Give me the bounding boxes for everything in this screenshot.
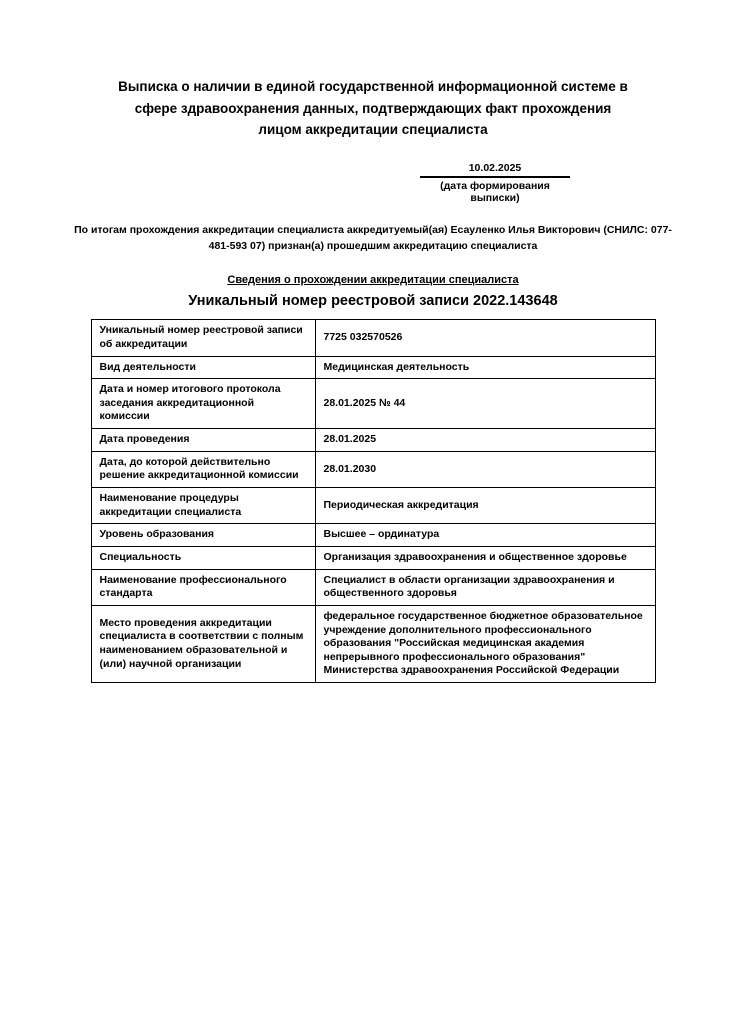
field-label: Дата проведения [91, 429, 315, 452]
field-value: 28.01.2025 № 44 [315, 379, 655, 429]
field-label: Дата и номер итогового протокола заседания аккредитационной комиссии [91, 379, 315, 429]
table-row [91, 379, 655, 429]
table-row [91, 605, 655, 682]
table-row [91, 524, 655, 547]
field-label: Уникальный номер реестровой записи об аккредитации [91, 320, 315, 356]
formation-date-caption: (дата формирования выписки) [440, 179, 550, 204]
field-value: 28.01.2030 [315, 451, 655, 487]
field-value: Периодическая аккредитация [315, 488, 655, 524]
table-row [91, 569, 655, 605]
field-value: Высшее – ординатура [315, 524, 655, 547]
field-label: Наименование профессионального стандарта [91, 569, 315, 605]
field-value: 28.01.2025 [315, 429, 655, 452]
field-label: Вид деятельности [91, 356, 315, 379]
table-row [91, 320, 655, 356]
field-value: Специалист в области организации здравоохранения и общественного здоровья [315, 569, 655, 605]
accreditation-table [91, 319, 656, 683]
registry-number-title: Уникальный номер реестровой записи 2022.143648 [188, 293, 558, 310]
section-title: Сведения о прохождении аккредитации специалиста [227, 274, 519, 287]
field-label: Уровень образования [91, 524, 315, 547]
field-value: 7725 032570526 [315, 320, 655, 356]
table-row [91, 429, 655, 452]
table-row [91, 451, 655, 487]
field-value: федеральное государственное бюджетное образовательное учреждение дополнительного профессионального образования "Российская медицинская академия непрерывного профессионального образования" Министерства здравоохранения Российской Федерации [315, 605, 655, 682]
table-row [91, 356, 655, 379]
formation-date-value: 10.02.2025 [420, 162, 570, 178]
field-label: Наименование процедуры аккредитации специалиста [91, 488, 315, 524]
field-value: Организация здравоохранения и общественное здоровье [315, 546, 655, 569]
formation-date-block [420, 162, 570, 204]
field-value: Медицинская деятельность [315, 356, 655, 379]
document-title: Выписка о наличии в единой государственной информационной системе в сфере здравоохранения данных, подтверждающих факт прохождения лицом аккредитации специалиста [118, 79, 628, 138]
table-row [91, 488, 655, 524]
field-label: Место проведения аккредитации специалиста в соответствии с полным наименованием образовательной и (или) научной организации [91, 605, 315, 682]
field-label: Специальность [91, 546, 315, 569]
intro-paragraph: По итогам прохождения аккредитации специалиста аккредитуемый(ая) Есауленко Илья Викторович (СНИЛС: 077-481-593 07) признан(а) прошедшим аккредитацию специалиста [74, 223, 672, 252]
table-row [91, 546, 655, 569]
field-label: Дата, до которой действительно решение аккредитационной комиссии [91, 451, 315, 487]
